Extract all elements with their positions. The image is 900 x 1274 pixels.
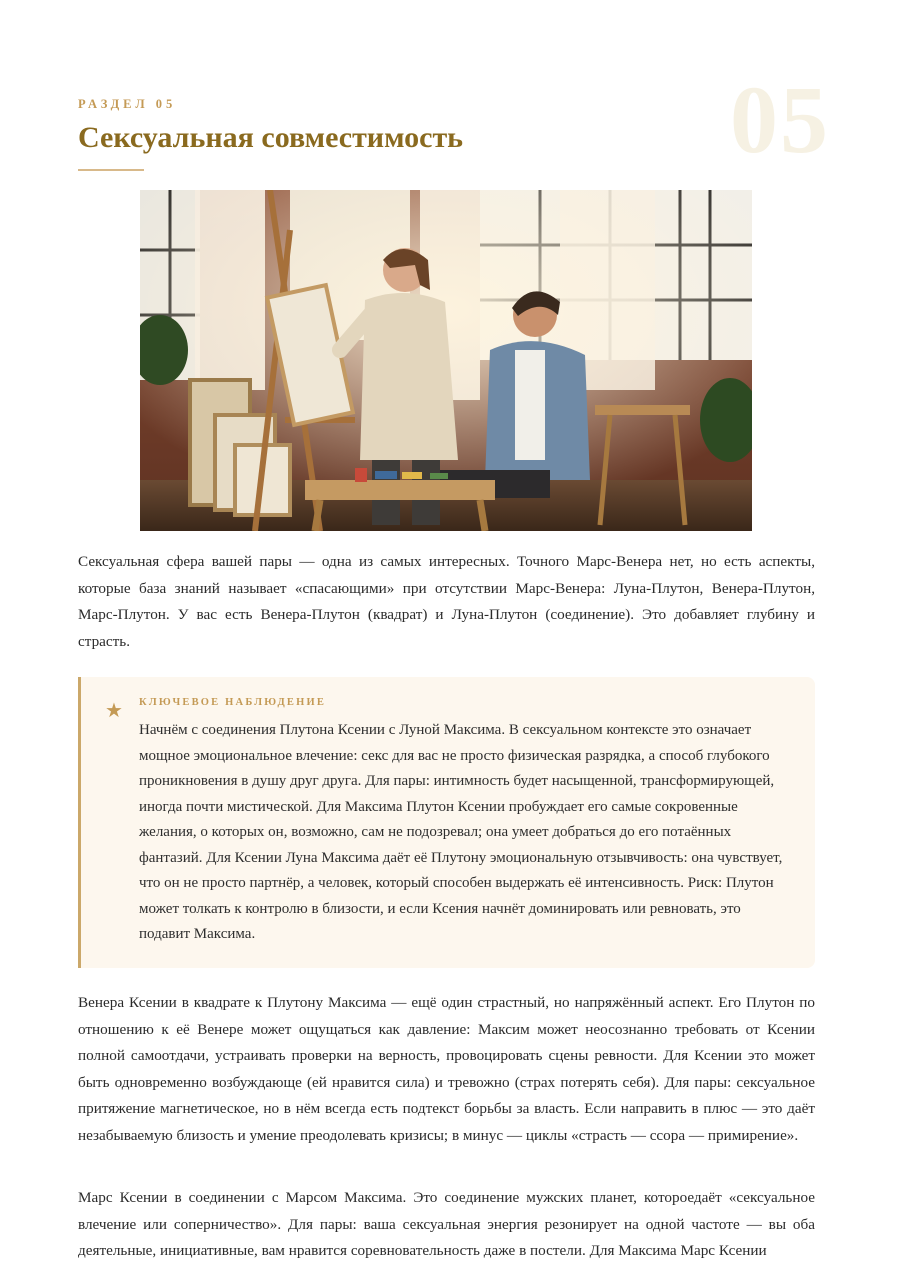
section-label: РАЗДЕЛ 05	[78, 97, 177, 111]
callout-text: Начнём с соединения Плутона Ксении с Луной Максима. В сексуальном контексте это означает мощное эмоциональное влечение: секс для вас не просто физическая разрядка, а способ глубокого проникновения в душу друг друга. Для пары: интимность будет насыщенной, трансформирующей, иногда почти мистической. Для Максима Плутон Ксении пробуждает его самые сокровенные желания, о которых он, возможно, сам не подозревал; она умеет добраться до его потаённых фантазий. Для Ксении Луна Максима даёт её Плутону эмоциональную отзывчивость: она чувствует, что он не просто партнёр, а человек, который способен выдержать её интенсивность. Риск: Плутон может толкать к контролю в близости, и если Ксения начнёт доминировать или ревновать, это подавит Максима.	[139, 722, 783, 942]
section-number-watermark: 05	[730, 66, 830, 173]
venus-pluto-paragraph: Венера Ксении в квадрате к Плутону Максима — ещё один страстный, но напряжённый аспект. Его Плутон по отношению к её Венере может ощущаться как давление: Максим может неосознанно требовать от Ксении полной самоотдачи, устраивать проверки на верность, провоцировать сцены ревности. Для Ксении это может быть одновременно возбуждающе (ей нравится сила) и тревожно (страх потерять себя). Для пары: сексуальное притяжение магнетическое, но в нём всегда есть подтекст борьбы за власть. Если направить в плюс — это даёт незабываемую близость и умение преодолевать кризисы; в минус — циклы «страсть — ссора — примирение».	[78, 994, 815, 1144]
key-observation-callout	[78, 677, 815, 968]
star-icon: ★	[105, 700, 123, 722]
callout-label: КЛЮЧЕВОЕ НАБЛЮДЕНИЕ	[139, 697, 327, 708]
mars-mars-paragraph: Марс Ксении в соединении с Марсом Максима. Это соединение мужских планет, котороедаёт «сексуальное влечение или соперничество». Для пары: ваша сексуальная энергия резонирует на одной частоте — вы оба деятельные, инициативные, вам нравится соревновательность даже в постели. Для Максима Марс Ксении	[78, 1189, 815, 1259]
title-underline	[78, 169, 144, 171]
hero-illustration	[140, 190, 752, 531]
intro-paragraph: Сексуальная сфера вашей пары — одна из самых интересных. Точного Марс-Венера нет, но есть аспекты, которые база знаний называет «спасающими» при отсутствии Марс-Венера: Луна-Плутон, Венера-Плутон, Марс-Плутон. У вас есть Венера-Плутон (квадрат) и Луна-Плутон (соединение). Это добавляет глубину и страсть.	[78, 553, 815, 650]
section-title: Сексуальная совместимость	[78, 121, 464, 154]
